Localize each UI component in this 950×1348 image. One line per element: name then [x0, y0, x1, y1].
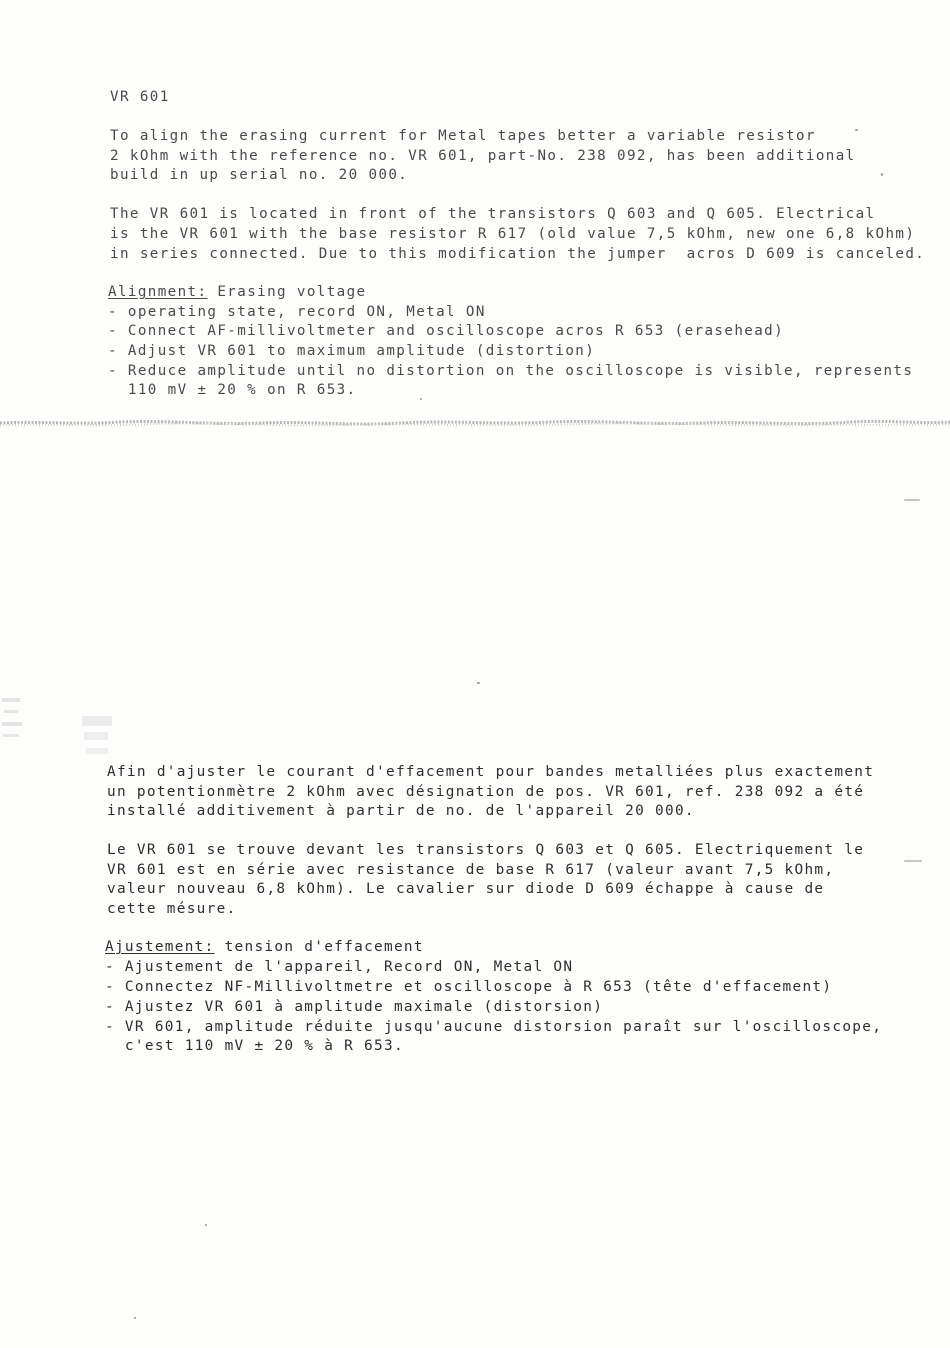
scan-speck — [904, 860, 922, 862]
scan-speck — [205, 1224, 207, 1226]
fr-alignment-subtitle: tension d'effacement — [214, 939, 424, 955]
scan-speck — [855, 129, 858, 131]
scan-speck — [477, 682, 480, 684]
scan-speck — [420, 398, 422, 400]
page-heading: VR 601 — [110, 89, 170, 105]
fr-step-2: - Connectez NF-Millivoltmetre et oscilloscope à R 653 (tête d'effacement) — [105, 979, 833, 995]
scan-speck — [904, 499, 920, 501]
fr-alignment-title: Ajustement: — [105, 939, 215, 955]
fr-alignment-heading — [105, 937, 424, 957]
en-para2-line2: is the VR 601 with the base resistor R 617 (old value 7,5 kOhm, new one 6,8 kOhm) — [110, 226, 916, 242]
fr-para1-line3: installé additivement à partir de no. de l'appareil 20 000. — [107, 803, 695, 819]
fr-step-3: - Ajustez VR 601 à amplitude maximale (distorsion) — [105, 999, 604, 1015]
en-para1-line1: To align the erasing current for Metal tapes better a variable resistor — [110, 128, 816, 144]
en-alignment-subtitle: Erasing voltage — [207, 284, 367, 300]
en-para2-line1: The VR 601 is located in front of the transistors Q 603 and Q 605. Electrical — [110, 206, 876, 222]
en-alignment-title: Alignment: — [108, 284, 208, 300]
fr-para2-line4: cette mésure. — [107, 901, 237, 917]
fr-para1-line2: un potentionmètre 2 kOhm avec désignation de pos. VR 601, ref. 238 092 a été — [107, 784, 865, 800]
scan-speck — [134, 1317, 136, 1319]
scan-speck — [881, 173, 883, 176]
fr-para2-line3: valeur nouveau 6,8 kOhm). Le cavalier sur diode D 609 échappe à cause de — [107, 881, 825, 897]
scan-marks — [0, 688, 120, 778]
scan-divider — [0, 416, 950, 430]
fr-para2-line1: Le VR 601 se trouve devant les transistors Q 603 et Q 605. Electriquement le — [107, 842, 865, 858]
en-step-3: - Adjust VR 601 to maximum amplitude (distortion) — [108, 343, 596, 359]
en-step-4: - Reduce amplitude until no distortion on the oscilloscope is visible, represents — [108, 363, 914, 379]
en-alignment-heading — [108, 282, 367, 302]
fr-step-1: - Ajustement de l'appareil, Record ON, Metal ON — [105, 959, 574, 975]
fr-step-4: - VR 601, amplitude réduite jusqu'aucune distorsion paraît sur l'oscilloscope, — [105, 1019, 883, 1035]
en-para1-line3: build in up serial no. 20 000. — [110, 167, 409, 183]
en-step-4-cont: 110 mV ± 20 % on R 653. — [108, 382, 357, 398]
en-step-2: - Connect AF-millivoltmeter and oscilloscope acros R 653 (erasehead) — [108, 323, 785, 339]
en-para2-line3: in series connected. Due to this modification the jumper acros D 609 is canceled. — [110, 246, 926, 262]
fr-step-4-cont: c'est 110 mV ± 20 % à R 653. — [105, 1038, 404, 1054]
en-step-1: - operating state, record ON, Metal ON — [108, 304, 486, 320]
fr-para2-line2: VR 601 est en série avec resistance de base R 617 (valeur avant 7,5 kOhm, — [107, 862, 835, 878]
fr-para1-line1: Afin d'ajuster le courant d'effacement pour bandes metalliées plus exactement — [107, 764, 875, 780]
en-para1-line2: 2 kOhm with the reference no. VR 601, part-No. 238 092, has been additional — [110, 148, 856, 164]
